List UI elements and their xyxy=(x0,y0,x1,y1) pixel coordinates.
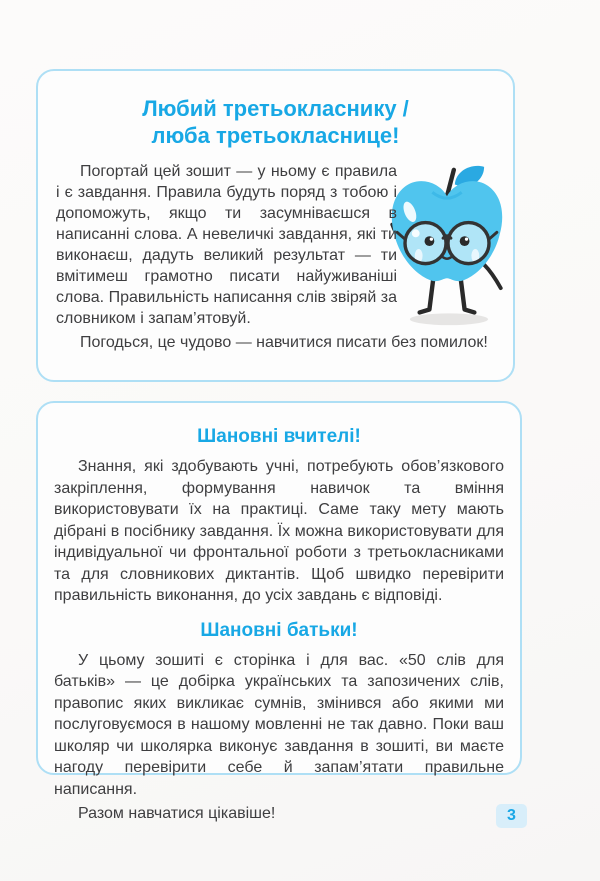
adults-note-card xyxy=(36,401,522,822)
apple-right-eye xyxy=(460,236,470,246)
apple-character-icon xyxy=(387,163,507,331)
apple-right-arm xyxy=(484,265,501,288)
intro-closing-line: Погодься, це чудово — навчитися писати без помилок! xyxy=(80,334,488,351)
parents-paragraph: У цьому зошиті є сторінка і для вас. «50 слів для батьків» — це добірка українських та запозичених слів, правопис яких викликає сумнів, змінився або якими ми послуговуємося в нашому мовленні не так давно. Поки ваш школяр чи школярка виконує завдання в зошиті, ви маєте нагоду перевірити себе й запам’ятати правильне написання. xyxy=(54,651,504,798)
intro-title-line2: люба третьокласнице! xyxy=(151,123,400,148)
apple-mascot-illustration xyxy=(403,163,507,319)
apple-left-leg xyxy=(420,278,434,312)
parents-heading: Шановні батьки! xyxy=(200,619,358,641)
page-number-badge xyxy=(496,804,527,828)
apple-shadow xyxy=(410,313,488,325)
intro-title-line1: Любий третьокласнику / xyxy=(142,96,409,121)
intro-paragraph-text: Погортай цей зошит — у ньому є правила і є завдання. Правила будуть поряд з тобою і допоможуть, якщо ти засумніваєшся в написанні слова. А невеличкі завдання, які ти виконаєш, дадуть великий результат — ти вмітимеш грамотно писати найуживаніші слова. Правильність написання слів звіряй за словником і запам’ятовуй. xyxy=(56,163,397,327)
teachers-heading: Шановні вчителі! xyxy=(197,426,361,447)
apple-left-eye-glint xyxy=(430,238,433,241)
teachers-paragraph: Знання, які здобувають учні, потребують обов’язкового закріплення, формування навичок та вміння використовувати їх на практиці. Саме таку мету мають дібрані в посібнику завдання. Їх можна використовувати для індивідуальної чи фронтальної роботи з третьокласниками та для словникових диктантів. Щоб швидко перевірити правильність виконання, до усіх завдань є відповіді. xyxy=(54,458,504,604)
apple-right-leg xyxy=(461,278,475,312)
page-number: 3 xyxy=(507,807,516,824)
student-intro-card xyxy=(36,69,515,382)
intro-paragraph xyxy=(56,161,495,329)
apple-right-eye-glint xyxy=(465,238,468,241)
apple-left-eye xyxy=(425,236,435,246)
intro-title xyxy=(56,95,495,149)
parents-closing-line: Разом навчатися цікавіше! xyxy=(78,805,276,822)
